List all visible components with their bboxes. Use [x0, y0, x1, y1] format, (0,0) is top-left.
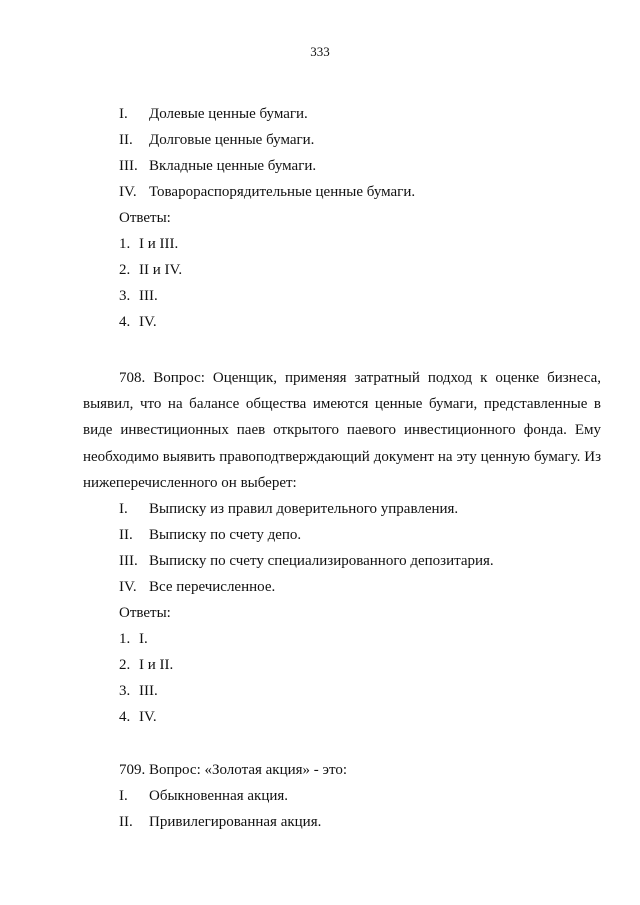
- roman-marker: I.: [119, 106, 128, 122]
- q708-answer-2: [119, 656, 173, 674]
- block1-answer-3: [119, 287, 158, 305]
- answer-marker: 2.: [119, 657, 131, 673]
- q708-option-2: [119, 526, 301, 544]
- q708-answer-1: [119, 630, 148, 648]
- answer-marker: 4.: [119, 709, 131, 725]
- q708-option-3: [119, 552, 494, 570]
- page-number: 333: [310, 44, 330, 59]
- option-text: Долевые ценные бумаги.: [149, 106, 308, 122]
- block1-answers-label: Ответы:: [119, 210, 171, 226]
- roman-marker: I.: [119, 788, 128, 804]
- answer-marker: 3.: [119, 288, 131, 304]
- roman-marker: IV.: [119, 184, 137, 200]
- block1-option-3: [119, 157, 316, 175]
- q709-option-1: [119, 787, 288, 805]
- roman-marker: IV.: [119, 579, 137, 595]
- q708-answers-label: Ответы:: [119, 605, 171, 621]
- answer-marker: 1.: [119, 631, 131, 647]
- q709-option-2: [119, 813, 321, 831]
- answer-text: II и IV.: [139, 262, 183, 278]
- option-text: Все перечисленное.: [149, 579, 276, 595]
- answer-text: IV.: [139, 709, 157, 725]
- roman-marker: I.: [119, 501, 128, 517]
- option-text: Долговые ценные бумаги.: [149, 132, 315, 148]
- q708-answer-3: [119, 682, 158, 700]
- answer-marker: 4.: [119, 314, 131, 330]
- roman-marker: III.: [119, 553, 138, 569]
- roman-marker: III.: [119, 158, 138, 174]
- answer-text: III.: [139, 683, 158, 699]
- block1-option-1: [119, 105, 308, 123]
- answer-text: III.: [139, 288, 158, 304]
- roman-marker: II.: [119, 132, 133, 148]
- answer-text: IV.: [139, 314, 157, 330]
- option-text: Выписку по счету специализированного депозитария.: [149, 553, 494, 569]
- answer-marker: 3.: [119, 683, 131, 699]
- q708-answer-4: [119, 708, 157, 726]
- question-708-text: 708. Вопрос: Оценщик, применяя затратный подход к оценке бизнеса, выявил, что на балансе общества имеются ценные бумаги, представленные в виде инвестиционных паев открытого паевого инвестиционного фонда. Ему необходимо выявить правоподтверждающий документ на эту ценную бумагу. Из нижеперечисленного он выберет:: [83, 370, 601, 491]
- answer-text: I.: [139, 631, 148, 647]
- block1-option-2: [119, 131, 314, 149]
- option-text: Обыкновенная акция.: [149, 788, 289, 804]
- block1-answer-4: [119, 313, 157, 331]
- option-text: Привилегированная акция.: [149, 814, 322, 830]
- answer-marker: 2.: [119, 262, 131, 278]
- block1-answer-1: [119, 235, 178, 253]
- option-text: Вкладные ценные бумаги.: [149, 158, 317, 174]
- answer-marker: 1.: [119, 236, 131, 252]
- question-709-text: 709. Вопрос: «Золотая акция» - это:: [119, 762, 347, 778]
- answer-text: I и III.: [139, 236, 179, 252]
- option-text: Товарораспорядительные ценные бумаги.: [149, 184, 416, 200]
- q708-option-4: [119, 578, 275, 596]
- block1-answer-2: [119, 261, 182, 279]
- q708-option-1: [119, 500, 458, 518]
- option-text: Выписку по счету депо.: [149, 527, 302, 543]
- block1-option-4: [119, 183, 415, 201]
- option-text: Выписку из правил доверительного управления.: [149, 501, 459, 517]
- roman-marker: II.: [119, 814, 133, 830]
- answer-text: I и II.: [139, 657, 174, 673]
- roman-marker: II.: [119, 527, 133, 543]
